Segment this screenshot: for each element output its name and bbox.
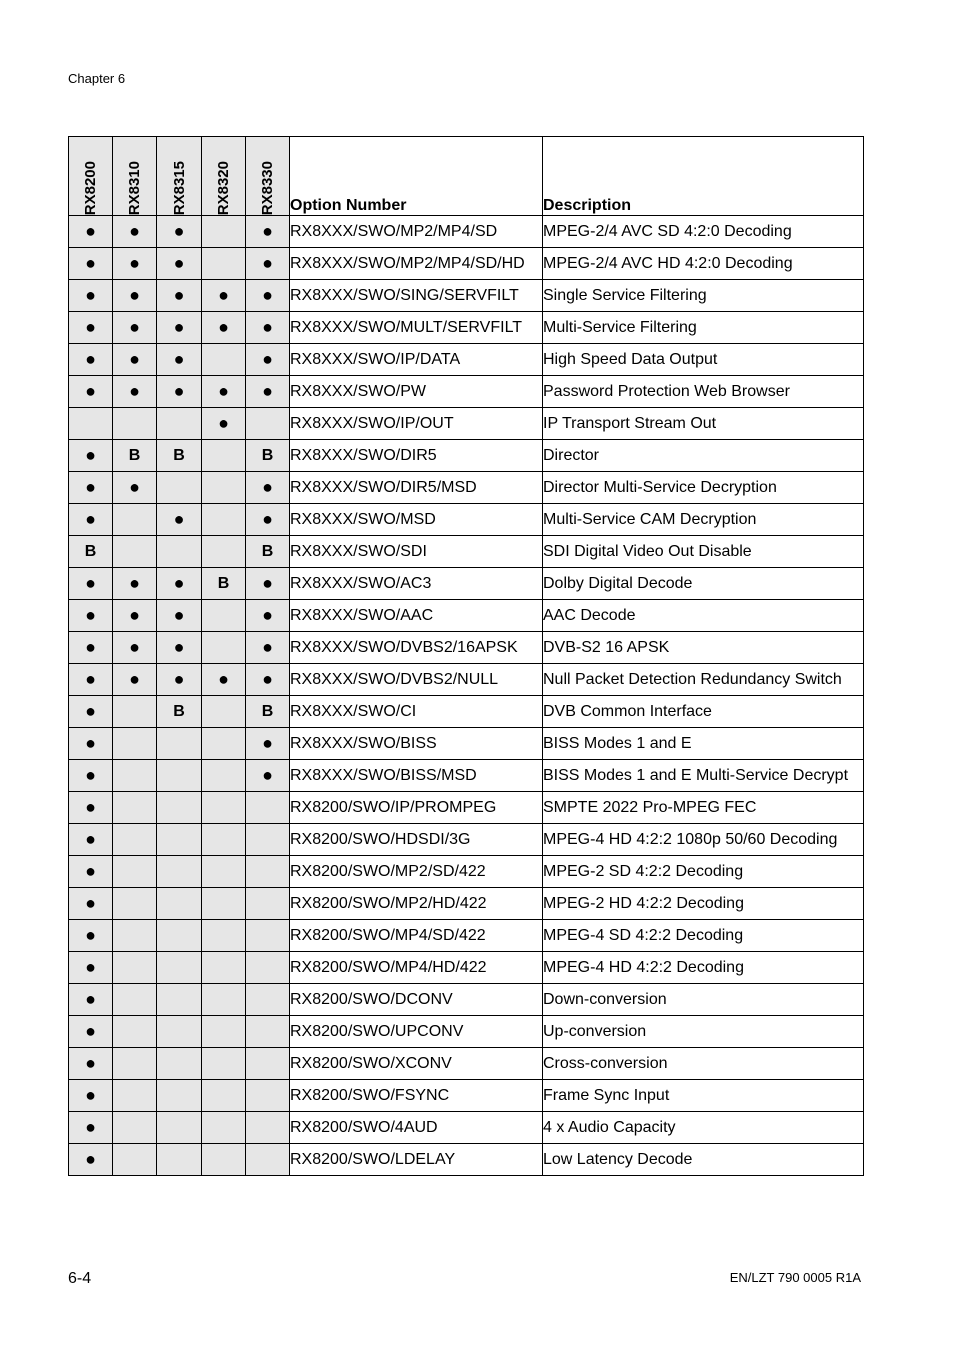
availability-mark: ● [202,280,246,312]
availability-mark: ● [113,216,157,248]
availability-mark [157,1144,202,1176]
option-number-cell: RX8200/SWO/MP4/HD/422 [290,952,543,984]
option-number-cell: RX8200/SWO/FSYNC [290,1080,543,1112]
availability-mark [69,408,113,440]
description-cell: MPEG-2/4 AVC HD 4:2:0 Decoding [543,248,864,280]
description-cell: MPEG-2 HD 4:2:2 Decoding [543,888,864,920]
availability-mark: B [246,440,290,472]
table-row [69,536,864,568]
availability-mark: B [157,440,202,472]
availability-mark: ● [69,1080,113,1112]
description-cell: DVB Common Interface [543,696,864,728]
availability-mark: ● [113,600,157,632]
availability-mark: ● [69,952,113,984]
description-cell: Password Protection Web Browser [543,376,864,408]
availability-mark: ● [69,856,113,888]
description-cell: High Speed Data Output [543,344,864,376]
table-row [69,984,864,1016]
description-cell: IP Transport Stream Out [543,408,864,440]
option-number-cell: RX8200/SWO/LDELAY [290,1144,543,1176]
availability-mark: ● [202,312,246,344]
availability-mark: ● [69,248,113,280]
table-row [69,1016,864,1048]
availability-mark [246,824,290,856]
description-cell: Multi-Service Filtering [543,312,864,344]
table-row [69,248,864,280]
availability-mark [113,696,157,728]
option-number-cell: RX8200/SWO/DCONV [290,984,543,1016]
description-header: Description [543,137,864,216]
availability-mark [202,856,246,888]
table-row [69,376,864,408]
table-row [69,600,864,632]
availability-mark [202,696,246,728]
table-row [69,1048,864,1080]
model-header: RX8315 [157,137,202,216]
availability-mark [157,920,202,952]
availability-mark [202,824,246,856]
availability-mark [157,824,202,856]
availability-mark [113,1112,157,1144]
description-cell: SDI Digital Video Out Disable [543,536,864,568]
availability-mark: ● [69,792,113,824]
availability-mark [246,1112,290,1144]
availability-mark: ● [69,696,113,728]
availability-mark: ● [69,376,113,408]
table-row [69,696,864,728]
option-number-cell: RX8XXX/SWO/BISS [290,728,543,760]
availability-mark [157,408,202,440]
availability-mark [202,888,246,920]
availability-mark [202,248,246,280]
availability-mark: ● [246,504,290,536]
availability-mark: ● [69,568,113,600]
table-row [69,856,864,888]
availability-mark [113,504,157,536]
table-row [69,504,864,536]
table-row [69,632,864,664]
option-number-cell: RX8XXX/SWO/DIR5/MSD [290,472,543,504]
availability-mark [246,952,290,984]
availability-mark: ● [246,664,290,696]
availability-mark [202,728,246,760]
model-header: RX8200 [69,137,113,216]
availability-mark [246,1080,290,1112]
table-row [69,888,864,920]
availability-mark: ● [69,1016,113,1048]
availability-mark [157,760,202,792]
option-number-cell: RX8XXX/SWO/PW [290,376,543,408]
option-number-cell: RX8200/SWO/HDSDI/3G [290,824,543,856]
availability-mark: B [246,696,290,728]
availability-mark: ● [246,280,290,312]
option-number-cell: RX8XXX/SWO/DVBS2/NULL [290,664,543,696]
availability-mark: ● [69,344,113,376]
availability-mark [202,984,246,1016]
availability-mark: ● [113,248,157,280]
availability-mark [157,952,202,984]
description-cell: DVB-S2 16 APSK [543,632,864,664]
description-cell: MPEG-2 SD 4:2:2 Decoding [543,856,864,888]
model-header: RX8320 [202,137,246,216]
availability-mark: ● [157,216,202,248]
options-table [68,136,864,1176]
availability-mark [202,1144,246,1176]
availability-mark: ● [246,216,290,248]
option-number-cell: RX8XXX/SWO/MULT/SERVFILT [290,312,543,344]
description-cell: Single Service Filtering [543,280,864,312]
description-cell: BISS Modes 1 and E [543,728,864,760]
availability-mark [202,760,246,792]
availability-mark: ● [202,408,246,440]
availability-mark: ● [69,984,113,1016]
table-row [69,568,864,600]
availability-mark [202,1112,246,1144]
availability-mark [246,408,290,440]
availability-mark: ● [157,632,202,664]
option-number-cell: RX8XXX/SWO/IP/OUT [290,408,543,440]
model-header: RX8310 [113,137,157,216]
availability-mark [202,952,246,984]
availability-mark: ● [246,600,290,632]
availability-mark [113,952,157,984]
availability-mark [157,1016,202,1048]
availability-mark [202,440,246,472]
availability-mark: ● [113,376,157,408]
availability-mark [202,504,246,536]
description-cell: Down-conversion [543,984,864,1016]
availability-mark: ● [157,248,202,280]
availability-mark [157,728,202,760]
option-number-cell: RX8200/SWO/UPCONV [290,1016,543,1048]
availability-mark: ● [113,664,157,696]
table-row [69,1112,864,1144]
availability-mark: ● [246,728,290,760]
availability-mark: ● [69,504,113,536]
description-cell: Null Packet Detection Redundancy Switch [543,664,864,696]
description-cell: MPEG-2/4 AVC SD 4:2:0 Decoding [543,216,864,248]
table-row [69,952,864,984]
availability-mark: B [113,440,157,472]
availability-mark [246,1048,290,1080]
availability-mark [157,984,202,1016]
availability-mark [246,1144,290,1176]
table-row [69,664,864,696]
table-row [69,1080,864,1112]
availability-mark [113,792,157,824]
option-number-cell: RX8XXX/SWO/AC3 [290,568,543,600]
availability-mark: ● [69,760,113,792]
option-number-cell: RX8200/SWO/IP/PROMPEG [290,792,543,824]
chapter-label: Chapter 6 [68,71,126,86]
description-cell: Director Multi-Service Decryption [543,472,864,504]
availability-mark: ● [202,664,246,696]
availability-mark: ● [113,472,157,504]
availability-mark: ● [69,888,113,920]
availability-mark [202,920,246,952]
table-row [69,472,864,504]
availability-mark: ● [157,280,202,312]
availability-mark: ● [69,1112,113,1144]
availability-mark [113,888,157,920]
description-cell: Director [543,440,864,472]
availability-mark: ● [202,376,246,408]
option-number-cell: RX8XXX/SWO/SDI [290,536,543,568]
option-number-cell: RX8XXX/SWO/SING/SERVFILT [290,280,543,312]
option-number-cell: RX8XXX/SWO/CI [290,696,543,728]
availability-mark: B [246,536,290,568]
availability-mark [202,600,246,632]
availability-mark: ● [69,920,113,952]
availability-mark: ● [246,344,290,376]
description-cell: Cross-conversion [543,1048,864,1080]
availability-mark: ● [246,248,290,280]
availability-mark: ● [157,344,202,376]
availability-mark: ● [157,568,202,600]
availability-mark [202,1080,246,1112]
availability-mark: ● [69,728,113,760]
availability-mark: ● [157,664,202,696]
availability-mark [113,1016,157,1048]
availability-mark: B [157,696,202,728]
table-row [69,440,864,472]
table-row [69,1144,864,1176]
description-cell: BISS Modes 1 and E Multi-Service Decrypt [543,760,864,792]
availability-mark [202,216,246,248]
availability-mark [157,536,202,568]
availability-mark: ● [246,472,290,504]
option-number-cell: RX8XXX/SWO/DIR5 [290,440,543,472]
availability-mark [157,472,202,504]
availability-mark: ● [157,376,202,408]
table-row [69,280,864,312]
availability-mark: ● [69,216,113,248]
availability-mark [202,1016,246,1048]
option-number-cell: RX8200/SWO/MP2/HD/422 [290,888,543,920]
option-number-cell: RX8XXX/SWO/MP2/MP4/SD/HD [290,248,543,280]
availability-mark [202,536,246,568]
option-number-cell: RX8200/SWO/XCONV [290,1048,543,1080]
availability-mark [157,888,202,920]
availability-mark: ● [69,312,113,344]
description-cell: MPEG-4 SD 4:2:2 Decoding [543,920,864,952]
availability-mark [113,1144,157,1176]
description-cell: MPEG-4 HD 4:2:2 1080p 50/60 Decoding [543,824,864,856]
availability-mark: ● [69,664,113,696]
page-number: 6-4 [68,1270,92,1287]
availability-mark [246,888,290,920]
availability-mark [202,792,246,824]
availability-mark [202,344,246,376]
availability-mark [202,1048,246,1080]
table-row [69,312,864,344]
description-cell: Low Latency Decode [543,1144,864,1176]
availability-mark [113,728,157,760]
description-cell: SMPTE 2022 Pro-MPEG FEC [543,792,864,824]
availability-mark: ● [246,312,290,344]
option-number-cell: RX8XXX/SWO/MSD [290,504,543,536]
availability-mark: ● [113,632,157,664]
model-header: RX8330 [246,137,290,216]
option-number-cell: RX8XXX/SWO/DVBS2/16APSK [290,632,543,664]
availability-mark [113,1048,157,1080]
option-number-cell: RX8XXX/SWO/MP2/MP4/SD [290,216,543,248]
availability-mark [246,984,290,1016]
option-number-cell: RX8200/SWO/MP4/SD/422 [290,920,543,952]
availability-mark: ● [113,568,157,600]
availability-mark: ● [69,440,113,472]
availability-mark: ● [246,760,290,792]
availability-mark [113,1080,157,1112]
availability-mark [246,1016,290,1048]
availability-mark [113,920,157,952]
option-number-header: Option Number [290,137,543,216]
availability-mark: ● [246,632,290,664]
availability-mark: B [202,568,246,600]
table-row [69,408,864,440]
availability-mark [202,472,246,504]
description-cell: 4 x Audio Capacity [543,1112,864,1144]
availability-mark [157,792,202,824]
table-row [69,728,864,760]
availability-mark: ● [246,376,290,408]
availability-mark [113,760,157,792]
availability-mark: ● [157,600,202,632]
availability-mark [157,1112,202,1144]
availability-mark [202,632,246,664]
description-cell: Multi-Service CAM Decryption [543,504,864,536]
availability-mark [246,856,290,888]
availability-mark [157,1048,202,1080]
availability-mark [113,536,157,568]
availability-mark: ● [69,824,113,856]
availability-mark: ● [69,280,113,312]
availability-mark [113,408,157,440]
availability-mark: ● [69,632,113,664]
table-row [69,760,864,792]
availability-mark: ● [157,504,202,536]
availability-mark [113,984,157,1016]
table-header-row [69,137,864,216]
description-cell: Frame Sync Input [543,1080,864,1112]
description-cell: AAC Decode [543,600,864,632]
availability-mark [157,856,202,888]
availability-mark: ● [113,312,157,344]
availability-mark: ● [113,344,157,376]
availability-mark: ● [157,312,202,344]
availability-mark [246,920,290,952]
availability-mark [113,824,157,856]
option-number-cell: RX8200/SWO/4AUD [290,1112,543,1144]
document-reference: EN/LZT 790 0005 R1A [729,1270,861,1285]
option-number-cell: RX8200/SWO/MP2/SD/422 [290,856,543,888]
table-row [69,920,864,952]
availability-mark: B [69,536,113,568]
availability-mark: ● [246,568,290,600]
availability-mark: ● [113,280,157,312]
availability-mark [157,1080,202,1112]
option-number-cell: RX8XXX/SWO/BISS/MSD [290,760,543,792]
table-row [69,824,864,856]
availability-mark: ● [69,472,113,504]
option-number-cell: RX8XXX/SWO/IP/DATA [290,344,543,376]
description-cell: Dolby Digital Decode [543,568,864,600]
table-row [69,792,864,824]
availability-mark: ● [69,600,113,632]
availability-mark [246,792,290,824]
availability-mark [113,856,157,888]
option-number-cell: RX8XXX/SWO/AAC [290,600,543,632]
table-row [69,216,864,248]
table-row [69,344,864,376]
availability-mark: ● [69,1048,113,1080]
description-cell: MPEG-4 HD 4:2:2 Decoding [543,952,864,984]
availability-mark: ● [69,1144,113,1176]
description-cell: Up-conversion [543,1016,864,1048]
